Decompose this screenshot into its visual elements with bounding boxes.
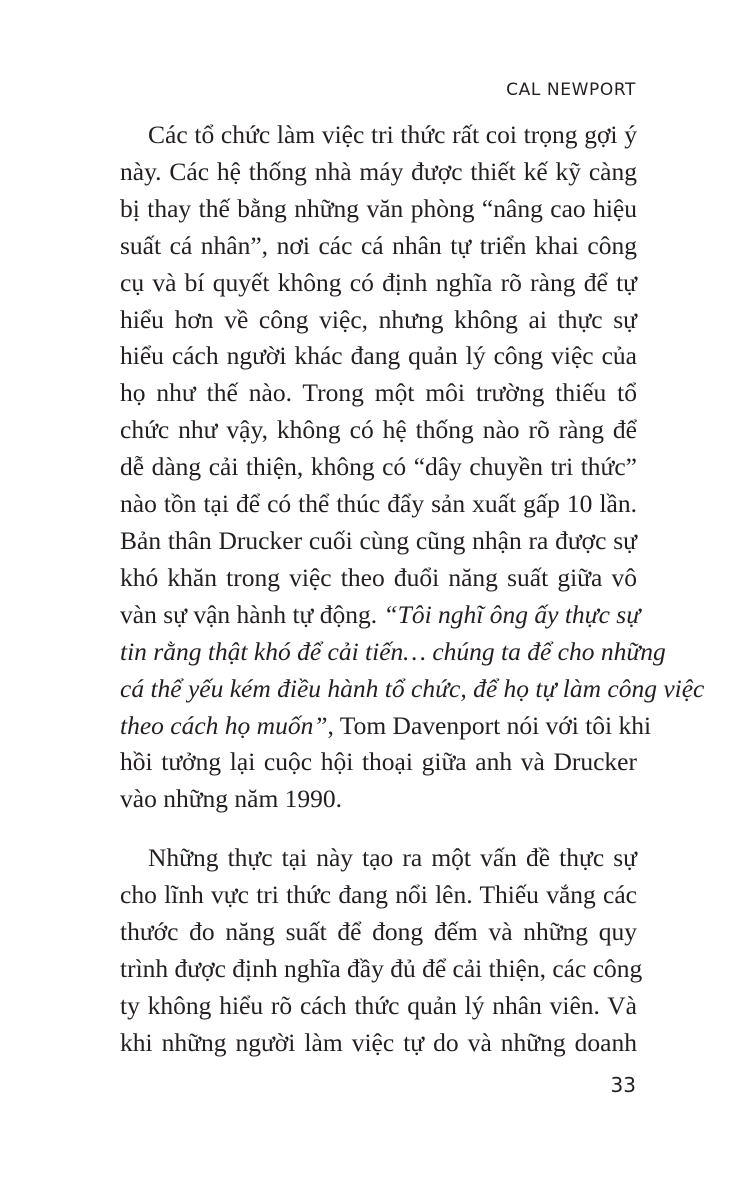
text-segment: , Tom Davenport nói với tôi khi xyxy=(327,710,652,740)
quote-line xyxy=(120,671,705,708)
quote-segment: cá thể yếu kém điều hành tổ chức, để họ tự làm công việc xyxy=(120,673,705,703)
running-head: CAL NEWPORT xyxy=(506,80,636,100)
text-line: bị thay thế bằng những văn phòng “nâng cao hiệu xyxy=(120,193,637,223)
text-line: dễ dàng cải thiện, không có “dây chuyền tri thức” xyxy=(120,452,637,482)
text-line: vào những năm 1990. xyxy=(120,784,343,814)
text-line-with-quote xyxy=(120,597,641,634)
quote-line xyxy=(120,634,666,671)
text-line: cụ và bí quyết không có định nghĩa rõ ràng để tự xyxy=(120,267,637,297)
page-number: 33 xyxy=(610,1073,636,1097)
quote-segment: “Tôi nghĩ ông ấy thực sự xyxy=(383,599,641,629)
text-line: ty không hiểu rõ cách thức quản lý nhân viên. Và xyxy=(120,990,637,1020)
text-line: khó khăn trong việc theo đuổi năng suất giữa vô xyxy=(120,562,637,592)
text-line: họ như thế nào. Trong một môi trường thiếu tổ xyxy=(120,378,637,408)
paragraph-spacer xyxy=(120,818,637,840)
text-line: chức như vậy, không có hệ thống nào rõ ràng để xyxy=(120,415,637,445)
text-line: hiểu cách người khác đang quản lý công việc của xyxy=(120,341,637,371)
text-line: Các tổ chức làm việc tri thức rất coi trọng gợi ý xyxy=(148,120,637,149)
text-line: cho lĩnh vực tri thức đang nổi lên. Thiếu vắng các xyxy=(120,880,637,910)
text-line: Bản thân Drucker cuối cùng cũng nhận ra được sự xyxy=(120,525,637,555)
text-line: Những thực tại này tạo ra một vấn đề thực sự xyxy=(148,843,637,873)
text-line: này. Các hệ thống nhà máy được thiết kế kỹ càng xyxy=(120,156,637,186)
text-line: hồi tưởng lại cuộc hội thoại giữa anh và Drucker xyxy=(120,747,637,777)
text-line: nào tồn tại để có thể thúc đẩy sản xuất gấp 10 lần. xyxy=(120,489,637,519)
text-line: khi những người làm việc tự do và những doanh xyxy=(120,1027,637,1057)
text-line: suất cá nhân”, nơi các cá nhân tự triển khai công xyxy=(120,230,637,260)
paragraph-1 xyxy=(120,117,705,818)
text-segment: vàn sự vận hành tự động. xyxy=(120,599,384,629)
quote-segment: theo cách họ muốn” xyxy=(120,710,328,740)
text-line: trình được định nghĩa đầy đủ để cải thiện, các công xyxy=(120,953,643,983)
body-text xyxy=(120,117,705,1062)
paragraph-2 xyxy=(120,840,643,1061)
text-line: hiểu hơn về công việc, nhưng không ai thực sự xyxy=(120,304,637,334)
quote-segment: tin rằng thật khó để cải tiến… chúng ta để cho những xyxy=(120,636,666,666)
text-line: thước đo năng suất để đong đếm và những quy xyxy=(120,917,637,947)
text-line-with-quote xyxy=(120,708,652,745)
